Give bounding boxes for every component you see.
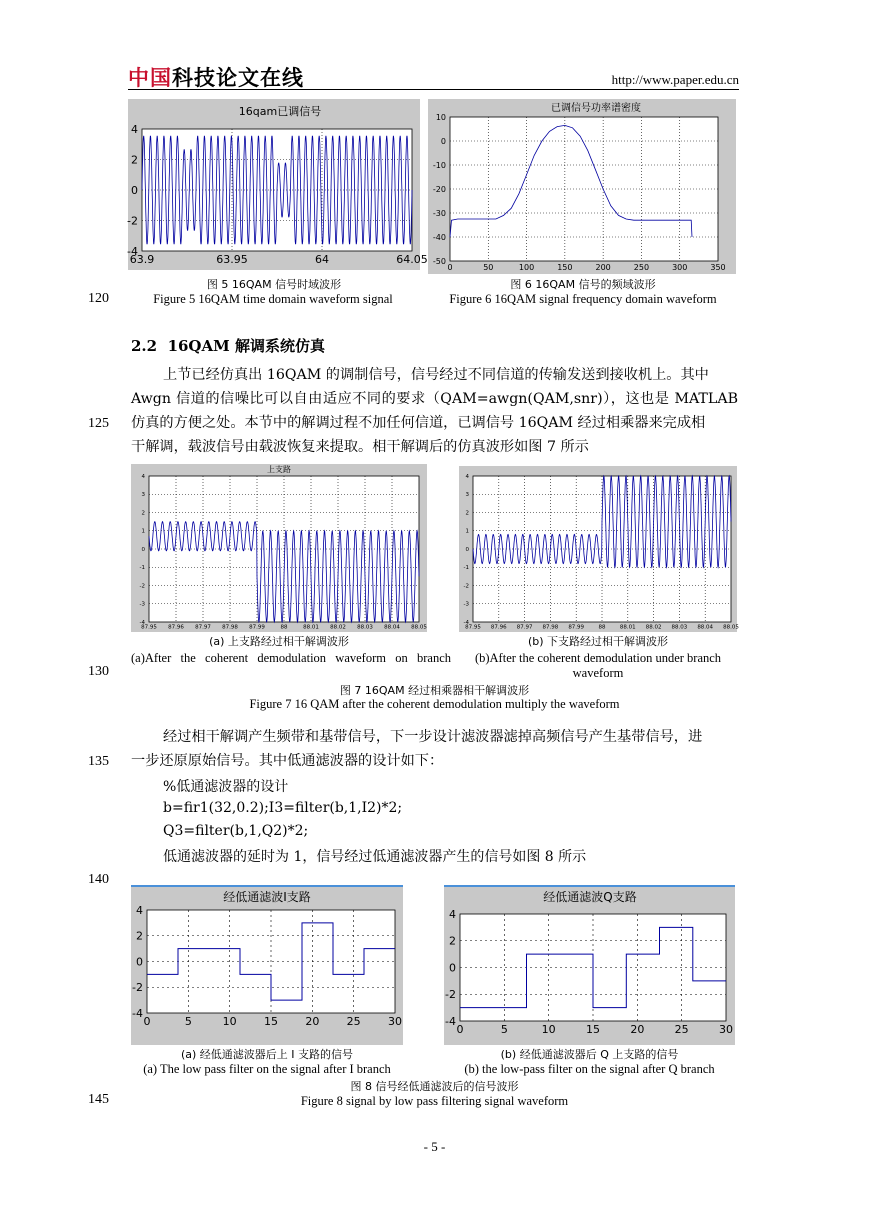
figure-7a-caption-en: (a)After the coherent demodulation waveform on branch bbox=[131, 651, 451, 665]
x-tick-label: 10 bbox=[541, 1023, 556, 1036]
figure-7b-caption-en: (b)After the coherent demodulation under branch waveform bbox=[474, 651, 722, 680]
figure-5-caption-cn: 图 5 16QAM 信号时域波形 bbox=[206, 278, 342, 291]
line-number: 135 bbox=[88, 754, 109, 769]
figure-6-caption-cn: 图 6 16QAM 信号的频域波形 bbox=[510, 278, 656, 291]
figure-7a-plot-area bbox=[140, 474, 428, 631]
y-tick-label: -4 bbox=[132, 1006, 143, 1020]
x-tick-label: 0 bbox=[447, 263, 453, 272]
y-tick-label: -2 bbox=[463, 583, 469, 590]
y-tick-label: -2 bbox=[445, 988, 456, 1002]
page-number: - 5 - bbox=[423, 1139, 446, 1154]
y-tick-label: 2 bbox=[131, 153, 138, 167]
x-tick-label: 87.99 bbox=[249, 624, 265, 631]
figure-7-caption-cn: 图 7 16QAM 经过相乘器相干解调波形 bbox=[339, 684, 530, 697]
y-tick-label: -10 bbox=[432, 160, 446, 170]
x-tick-label: 15 bbox=[264, 1015, 278, 1028]
figure-8a-plot-area bbox=[132, 904, 402, 1028]
y-tick-label: 0 bbox=[465, 546, 469, 553]
y-tick-label: 1 bbox=[141, 528, 145, 535]
y-tick-label: -50 bbox=[432, 256, 446, 266]
x-tick-label: 20 bbox=[305, 1015, 320, 1028]
code-text: 低通滤波器的延时为 1，信号经过低通滤波器产生的信号如图 8 所示 bbox=[163, 849, 587, 865]
y-tick-label: 10 bbox=[435, 112, 446, 122]
plot-frame bbox=[450, 117, 718, 261]
paragraph-2-line: 经过相干解调产生频带和基带信号，下一步设计滤波器滤掉高频信号产生基带信号，进 bbox=[163, 729, 703, 745]
x-tick-label: 0 bbox=[143, 1015, 151, 1028]
figure-5-chart bbox=[127, 99, 428, 270]
x-tick-label: 10 bbox=[222, 1015, 237, 1028]
header-url[interactable]: http://www.paper.edu.cn bbox=[611, 72, 739, 87]
y-tick-label: -4 bbox=[127, 244, 138, 258]
y-tick-label: -4 bbox=[445, 1014, 456, 1028]
y-tick-label: 0 bbox=[131, 183, 138, 197]
y-tick-label: 4 bbox=[136, 903, 143, 917]
x-tick-label: 20 bbox=[630, 1023, 645, 1036]
figure-8a-caption-en: (a) The low pass filter on the signal after I branch bbox=[143, 1062, 391, 1076]
figure-5-plot-area bbox=[127, 123, 428, 266]
paragraph-1-line: Awgn 信道的信噪比可以自由适应不同的要求（QAM=awgn(QAM,snr)），这也是 MATLAB bbox=[131, 391, 738, 407]
figure-7a-chart bbox=[131, 464, 427, 632]
x-tick-label: 63.9 bbox=[129, 253, 155, 266]
y-tick-label: -2 bbox=[132, 981, 143, 995]
y-tick-label: -2 bbox=[139, 583, 145, 590]
y-tick-label: -1 bbox=[463, 565, 469, 572]
x-tick-label: 5 bbox=[184, 1015, 192, 1028]
code-line: b=fir1(32,0.2);I3=filter(b,1,I2)*2; bbox=[163, 800, 403, 816]
y-tick-label: -4 bbox=[463, 619, 469, 626]
x-tick-label: 50 bbox=[483, 263, 494, 272]
line-number: 125 bbox=[88, 416, 109, 431]
figure-7a-title: 上支路 bbox=[267, 465, 291, 474]
x-tick-label: 88.03 bbox=[671, 624, 688, 631]
x-tick-label: 87.95 bbox=[141, 624, 157, 631]
y-tick-label: 2 bbox=[136, 929, 143, 943]
figure-8a-caption-cn: (a) 经低通滤波器后上 I 支路的信号 bbox=[180, 1048, 354, 1061]
y-tick-label: 4 bbox=[449, 907, 456, 921]
figure-7b-chart bbox=[459, 466, 737, 632]
line-number: 120 bbox=[88, 291, 109, 306]
y-tick-label: -30 bbox=[432, 208, 446, 218]
y-tick-label: -2 bbox=[127, 214, 138, 228]
y-tick-label: -20 bbox=[432, 184, 446, 194]
line-number: 145 bbox=[88, 1092, 109, 1107]
paragraph-1-line: 仿真的方便之处。本节中的解调过程不加任何信道，已调信号 16QAM 经过相乘器来完成相 bbox=[131, 415, 706, 431]
figure-6-caption-en: Figure 6 16QAM signal frequency domain waveform bbox=[449, 292, 717, 306]
x-tick-label: 87.98 bbox=[542, 624, 559, 631]
x-tick-label: 64.05 bbox=[396, 253, 428, 266]
y-tick-label: 3 bbox=[141, 492, 145, 499]
line-number: 140 bbox=[88, 872, 109, 887]
x-tick-label: 30 bbox=[719, 1023, 733, 1036]
figure-7a-caption-cn: (a) 上支路经过相干解调波形 bbox=[209, 635, 349, 648]
y-tick-label: 4 bbox=[141, 473, 145, 480]
x-tick-label: 64 bbox=[315, 253, 329, 266]
y-tick-label: 2 bbox=[141, 510, 145, 517]
figure-7b-caption-cn: (b) 下支路经过相干解调波形 bbox=[527, 635, 669, 648]
figure-6-plot-area bbox=[433, 113, 726, 272]
x-tick-label: 87.97 bbox=[195, 624, 211, 631]
y-tick-label: -3 bbox=[139, 601, 145, 608]
y-tick-label: -1 bbox=[139, 565, 145, 572]
figure-5-caption-en: Figure 5 16QAM time domain waveform signal bbox=[153, 292, 393, 306]
y-tick-label: -40 bbox=[432, 232, 446, 242]
x-tick-label: 88.03 bbox=[357, 624, 373, 631]
x-tick-label: 25 bbox=[674, 1023, 689, 1036]
x-tick-label: 87.96 bbox=[490, 624, 507, 631]
x-tick-label: 15 bbox=[586, 1023, 600, 1036]
figure-7b-plot-area bbox=[464, 474, 740, 631]
x-tick-label: 88.01 bbox=[303, 624, 319, 631]
x-tick-label: 5 bbox=[500, 1023, 508, 1036]
paragraph-1-line: 上节已经仿真出 16QAM 的调制信号，信号经过不同信道的传输发送到接收机上。其中 bbox=[163, 367, 709, 383]
figure-5-title: 16qam已调信号 bbox=[238, 105, 322, 118]
figure-8b-plot-area bbox=[445, 908, 733, 1036]
x-tick-label: 0 bbox=[456, 1023, 464, 1036]
x-tick-label: 300 bbox=[672, 263, 688, 272]
header-divider bbox=[128, 89, 739, 90]
figure-8b-caption-cn: (b) 经低通滤波器后 Q 上支路的信号 bbox=[500, 1048, 679, 1061]
x-tick-label: 30 bbox=[388, 1015, 402, 1028]
y-tick-label: 4 bbox=[465, 473, 469, 480]
logo-red-text: 中国 bbox=[128, 66, 172, 90]
y-tick-label: 2 bbox=[449, 934, 456, 948]
site-logo bbox=[128, 62, 304, 92]
figure-8-caption-cn: 图 8 信号经低通滤波后的信号波形 bbox=[350, 1080, 519, 1093]
figure-6-title: 已调信号功率谱密度 bbox=[551, 103, 641, 114]
x-tick-label: 88.02 bbox=[645, 624, 662, 631]
section-heading bbox=[131, 335, 325, 356]
figure-8b-chart bbox=[444, 885, 735, 1045]
x-tick-label: 87.99 bbox=[568, 624, 585, 631]
y-tick-label: 0 bbox=[136, 955, 143, 969]
x-tick-label: 25 bbox=[346, 1015, 361, 1028]
y-tick-label: 0 bbox=[440, 136, 446, 146]
y-tick-label: -3 bbox=[463, 601, 469, 608]
x-tick-label: 88.04 bbox=[697, 624, 714, 631]
x-tick-label: 87.97 bbox=[516, 624, 533, 631]
figure-8-caption-en: Figure 8 signal by low pass filtering signal waveform bbox=[300, 1094, 569, 1108]
logo-black-text: 科技论文在线 bbox=[172, 66, 304, 90]
paragraph-2-line: 一步还原原始信号。其中低通滤波器的设计如下： bbox=[131, 753, 444, 769]
y-tick-label: -4 bbox=[139, 619, 145, 626]
y-tick-label: 0 bbox=[141, 546, 145, 553]
paragraph-1-line: 干解调，载波信号由载波恢复来提取。相干解调后的仿真波形如图 7 所示 bbox=[131, 439, 589, 455]
x-tick-label: 88.01 bbox=[619, 624, 636, 631]
x-tick-label: 350 bbox=[710, 263, 726, 272]
x-tick-label: 88.04 bbox=[384, 624, 400, 631]
figure-8a-title: 经低通滤波I支路 bbox=[223, 890, 311, 904]
figure-6-chart bbox=[428, 99, 736, 274]
figure-8b-title: 经低通滤波Q支路 bbox=[543, 890, 637, 904]
y-tick-label: 0 bbox=[449, 961, 456, 975]
x-tick-label: 87.96 bbox=[168, 624, 184, 631]
y-tick-label: 1 bbox=[465, 528, 469, 535]
code-line: Q3=filter(b,1,Q2)*2; bbox=[163, 823, 309, 839]
x-tick-label: 88 bbox=[598, 624, 606, 631]
x-tick-label: 200 bbox=[595, 263, 611, 272]
section-number: 2.2 bbox=[131, 337, 158, 355]
y-tick-label: 3 bbox=[465, 492, 469, 499]
figure-8a-chart bbox=[131, 885, 403, 1045]
x-tick-label: 88 bbox=[280, 624, 288, 631]
x-tick-label: 100 bbox=[518, 263, 535, 272]
line-number: 130 bbox=[88, 664, 109, 679]
y-tick-label: 2 bbox=[465, 510, 469, 517]
y-tick-label: 4 bbox=[131, 122, 138, 136]
x-tick-label: 88.05 bbox=[723, 624, 739, 631]
section-title: 16QAM 解调系统仿真 bbox=[167, 337, 325, 355]
code-comment: %低通滤波器的设计 bbox=[163, 779, 289, 795]
x-tick-label: 150 bbox=[557, 263, 573, 272]
figure-8b-caption-en: (b) the low-pass filter on the signal after Q branch bbox=[464, 1062, 715, 1076]
x-tick-label: 87.95 bbox=[465, 624, 481, 631]
x-tick-label: 88.02 bbox=[330, 624, 346, 631]
figure-7-caption-en: Figure 7 16 QAM after the coherent demodulation multiply the waveform bbox=[249, 697, 620, 711]
x-tick-label: 88.05 bbox=[411, 624, 427, 631]
x-tick-label: 87.98 bbox=[222, 624, 238, 631]
x-tick-label: 250 bbox=[633, 263, 650, 272]
x-tick-label: 63.95 bbox=[216, 253, 248, 266]
